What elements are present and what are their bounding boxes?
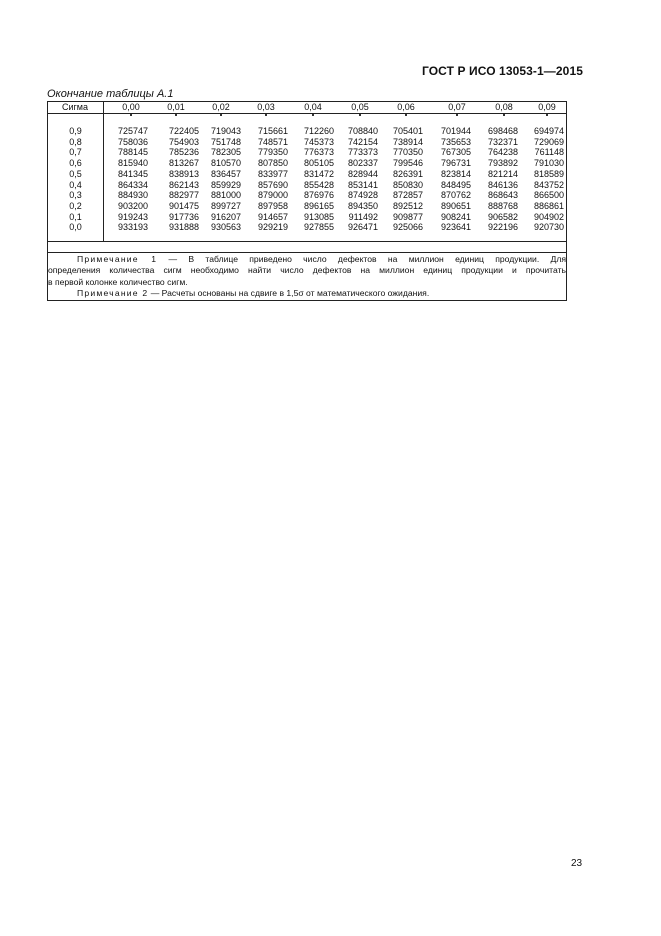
value-cell: 888768 — [487, 200, 518, 211]
value-cell: 807850 — [257, 158, 288, 169]
value-cell: 931888 — [168, 222, 199, 233]
value-cell: 831472 — [303, 168, 334, 179]
column-header: 0,00 — [122, 102, 140, 112]
header-tick-mark — [312, 114, 314, 116]
value-cell: 725747 — [117, 126, 148, 136]
value-cell: 886861 — [533, 200, 564, 211]
table-row — [48, 137, 566, 148]
value-cell: 894350 — [347, 200, 378, 211]
table-row — [48, 212, 566, 223]
value-cell: 805105 — [303, 158, 334, 169]
value-cell: 890651 — [440, 200, 471, 211]
sigma-cell: 0,6 — [69, 158, 82, 169]
value-cell: 758036 — [117, 136, 148, 147]
value-cell: 823814 — [440, 168, 471, 179]
value-cell: 745373 — [303, 136, 334, 147]
value-cell: 925066 — [392, 222, 423, 233]
value-cell: 791030 — [533, 158, 564, 169]
value-cell: 735653 — [440, 136, 471, 147]
value-cell: 742154 — [347, 136, 378, 147]
value-cell: 818589 — [533, 168, 564, 179]
value-cell: 719043 — [210, 126, 241, 136]
value-cell: 909877 — [392, 211, 423, 222]
column-header-sigma: Сигма — [61, 102, 88, 112]
value-cell: 862143 — [168, 179, 199, 190]
value-cell: 922196 — [487, 222, 518, 233]
table-row — [48, 147, 566, 158]
value-cell: 919243 — [117, 211, 148, 222]
value-cell: 855428 — [303, 179, 334, 190]
table-caption: Окончание таблицы А.1 — [47, 88, 174, 100]
value-cell: 927855 — [303, 222, 334, 233]
column-header: 0,04 — [304, 102, 322, 112]
table-row — [48, 126, 566, 137]
value-cell: 841345 — [117, 168, 148, 179]
value-cell: 857690 — [257, 179, 288, 190]
value-cell: 810570 — [210, 158, 241, 169]
value-cell: 872857 — [392, 190, 423, 201]
sigma-cell: 0,2 — [69, 200, 82, 211]
value-cell: 884930 — [117, 190, 148, 201]
document-code: ГОСТ Р ИСО 13053-1—2015 — [421, 64, 583, 78]
value-cell: 701944 — [440, 126, 471, 136]
table-row — [48, 169, 566, 180]
value-cell: 892512 — [392, 200, 423, 211]
sigma-cell: 0,5 — [69, 168, 82, 179]
value-cell: 838913 — [168, 168, 199, 179]
value-cell: 754903 — [168, 136, 199, 147]
value-cell: 874928 — [347, 190, 378, 201]
value-cell: 870762 — [440, 190, 471, 201]
table-row — [48, 158, 566, 169]
value-cell: 732371 — [487, 136, 518, 147]
value-cell: 773373 — [347, 147, 378, 158]
table-row — [48, 180, 566, 191]
value-cell: 788145 — [117, 147, 148, 158]
value-cell: 881000 — [210, 190, 241, 201]
value-cell: 761148 — [534, 147, 564, 158]
header-tick-mark — [546, 114, 548, 116]
value-cell: 708840 — [347, 126, 378, 136]
value-cell: 722405 — [168, 126, 199, 136]
value-cell: 903200 — [117, 200, 148, 211]
value-cell: 782305 — [210, 147, 241, 158]
value-cell: 914657 — [257, 211, 288, 222]
value-cell: 826391 — [392, 168, 423, 179]
notes-top-rule — [48, 252, 566, 253]
value-cell: 901475 — [168, 200, 199, 211]
value-cell: 738914 — [392, 136, 423, 147]
value-cell: 850830 — [392, 179, 423, 190]
value-cell: 929219 — [257, 222, 288, 233]
value-cell: 821214 — [487, 168, 518, 179]
value-cell: 868643 — [487, 190, 518, 201]
value-cell: 785236 — [168, 147, 199, 158]
value-cell: 748571 — [257, 136, 288, 147]
table-row — [48, 190, 566, 201]
value-cell: 712260 — [303, 126, 334, 136]
value-cell: 802337 — [347, 158, 378, 169]
header-tick-mark — [175, 114, 177, 116]
value-cell: 853141 — [347, 179, 378, 190]
value-cell: 913085 — [303, 211, 334, 222]
value-cell: 843752 — [533, 179, 564, 190]
value-cell: 813267 — [168, 158, 199, 169]
table-notes — [48, 254, 566, 299]
value-cell: 896165 — [303, 200, 334, 211]
value-cell: 815940 — [117, 158, 148, 169]
column-header: 0,02 — [212, 102, 230, 112]
note-1-label: Примечание 1 — [77, 254, 158, 264]
value-cell: 879000 — [257, 190, 288, 201]
value-cell: 930563 — [210, 222, 241, 233]
value-cell: 846136 — [487, 179, 518, 190]
value-cell: 751748 — [210, 136, 241, 147]
column-header: 0,06 — [397, 102, 415, 112]
value-cell: 911492 — [348, 211, 378, 222]
sigma-cell: 0,3 — [69, 190, 82, 201]
value-cell: 906582 — [487, 211, 518, 222]
value-cell: 767305 — [440, 147, 471, 158]
note-1-line-3: в первой колонке количество сигм. — [48, 276, 188, 287]
note-1-line-2: определения количества сигм необходимо найти число дефектов на миллион единиц продукции и прочитать — [48, 265, 566, 276]
value-cell: 770350 — [392, 147, 423, 158]
header-tick-mark — [359, 114, 361, 116]
value-cell: 793892 — [487, 158, 518, 169]
data-table — [47, 101, 567, 301]
header-tick-mark — [265, 114, 267, 116]
value-cell: 904902 — [533, 211, 564, 222]
value-cell: 926471 — [347, 222, 378, 233]
value-cell: 899727 — [210, 200, 241, 211]
header-tick-mark — [405, 114, 407, 116]
table-row — [48, 201, 566, 212]
value-cell: 848495 — [440, 179, 471, 190]
column-header: 0,07 — [448, 102, 466, 112]
sigma-cell: 0,7 — [69, 147, 82, 158]
header-tick-mark — [130, 114, 132, 116]
value-cell: 729069 — [533, 136, 564, 147]
sigma-cell: 0,1 — [69, 211, 82, 222]
value-cell: 864334 — [117, 179, 148, 190]
value-cell: 698468 — [487, 126, 518, 136]
table-row — [48, 222, 566, 233]
value-cell: 715661 — [257, 126, 288, 136]
value-cell: 705401 — [392, 126, 423, 136]
header-tick-mark — [220, 114, 222, 116]
page-number: 23 — [571, 858, 583, 869]
value-cell: 916207 — [210, 211, 241, 222]
value-cell: 859929 — [210, 179, 241, 190]
value-cell: 764238 — [487, 147, 518, 158]
sigma-cell: 0,4 — [69, 179, 82, 190]
value-cell: 694974 — [533, 126, 564, 136]
value-cell: 796731 — [440, 158, 471, 169]
header-tick-mark — [503, 114, 505, 116]
value-cell: 917736 — [168, 211, 199, 222]
note-1-line-1: Примечание 1 — В таблице приведено число дефектов на миллион единиц продукции. Для — [77, 254, 567, 264]
value-cell: 897958 — [257, 200, 288, 211]
column-header: 0,09 — [538, 102, 556, 112]
value-cell: 833977 — [257, 168, 288, 179]
sigma-cell: 0,0 — [69, 222, 82, 233]
header-rule — [48, 113, 566, 114]
value-cell: 882977 — [168, 190, 199, 201]
column-header: 0,05 — [351, 102, 369, 112]
header-tick-mark — [456, 114, 458, 116]
column-header: 0,03 — [257, 102, 275, 112]
note-2-label: Примечание 2 — [77, 287, 149, 298]
value-cell: 933193 — [117, 222, 148, 233]
value-cell: 799546 — [392, 158, 423, 169]
value-cell: 866500 — [533, 190, 564, 201]
column-header: 0,08 — [495, 102, 513, 112]
sigma-cell: 0,9 — [69, 126, 82, 136]
value-cell: 779350 — [257, 147, 288, 158]
value-cell: 920730 — [533, 222, 564, 233]
column-header: 0,01 — [167, 102, 185, 112]
table-body-bottom-rule — [48, 241, 566, 242]
value-cell: 836457 — [210, 168, 241, 179]
value-cell: 776373 — [303, 147, 334, 158]
value-cell: 828944 — [347, 168, 378, 179]
note-2: Примечание 2 — Расчеты основаны на сдвиге в 1,5σ от математического ожидания. — [77, 287, 430, 298]
value-cell: 923641 — [440, 222, 471, 233]
value-cell: 908241 — [440, 211, 471, 222]
value-cell: 876976 — [303, 190, 334, 201]
sigma-cell: 0,8 — [69, 136, 82, 147]
